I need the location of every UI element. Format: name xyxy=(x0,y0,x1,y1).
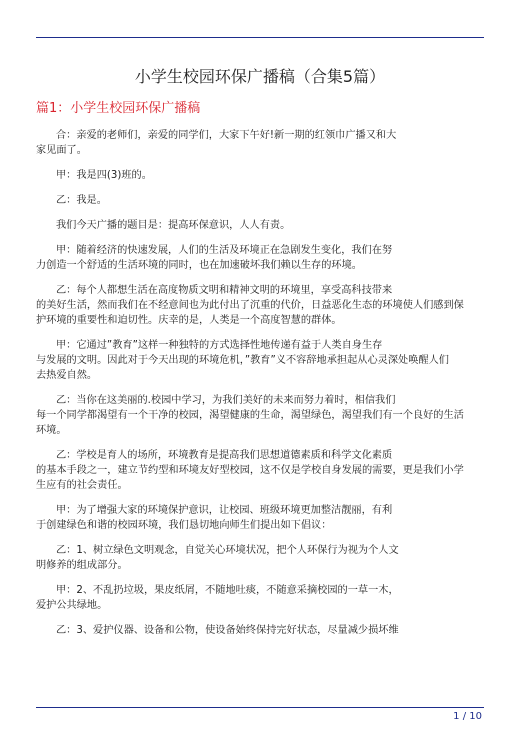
paragraph-line: 乙：1、树立绿色文明观念，自觉关心环境状况，把个人环保行为视为个人文 xyxy=(56,545,399,556)
paragraph-line: 甲：随着经济的快速发展，人们的生活及环境正在急剧发生变化，我们在努 xyxy=(56,245,393,256)
paragraph-line: 环境。 xyxy=(36,425,67,436)
paragraph xyxy=(36,623,488,638)
paragraph-line: 甲：它通过”教育”这样一种独特的方式选择性地传递有益于人类自身生存 xyxy=(56,340,383,351)
paragraph xyxy=(36,128,488,158)
paragraph xyxy=(36,393,488,438)
section-heading: 篇1：小学生校园环保广播稿 xyxy=(36,101,201,116)
paragraph xyxy=(36,243,488,273)
paragraph xyxy=(36,543,488,573)
document-title: 小学生校园环保广播稿（合集5篇） xyxy=(134,67,386,86)
paragraph xyxy=(36,168,488,183)
paragraph-line: 乙：3、爱护仪器、设备和公物，使设备始终保持完好状态，尽量减少损坏维 xyxy=(56,625,399,636)
paragraph-line: 力创造一个舒适的生活环境的同时，也在加速破坏我们赖以生存的环境。 xyxy=(36,260,362,271)
paragraph-line: 爱护公共绿地。 xyxy=(36,600,108,611)
paragraph-line: 乙：每个人都想生活在高度物质文明和精神文明的环境里，享受高科技带来 xyxy=(56,285,393,296)
paragraph-line: 明修养的组成部分。 xyxy=(36,560,128,571)
paragraph xyxy=(36,193,488,208)
paragraph-line: 甲：我是四(3)班的。 xyxy=(56,170,152,181)
paragraph xyxy=(36,338,488,383)
paragraph-line: 与发展的文明。因此对于今天出现的环境危机，”教育”义不容辞地承担起从心灵深处唤醒人们 xyxy=(36,355,449,366)
paragraph-line: 我们今天广播的题目是：提高环保意识，人人有责。 xyxy=(56,220,291,231)
paragraph-line: 的基本手段之一，建立节约型和环境友好型校园，这不仅是学校自身发展的需要，更是我们小学 xyxy=(36,465,464,476)
paragraph-line: 家见面了。 xyxy=(36,145,87,156)
paragraph-line: 甲：为了增强大家的环境保护意识，让校园、班级环境更加整洁靓丽，有利 xyxy=(56,505,393,516)
document-body xyxy=(36,128,488,648)
paragraph-line: 生应有的社会责任。 xyxy=(36,480,128,491)
header-rule xyxy=(36,37,484,38)
paragraph-line: 甲：2、不乱扔垃圾，果皮纸屑，不随地吐痰，不随意采摘校园的一草一木， xyxy=(56,585,399,596)
paragraph-line: 于创建绿色和谐的校园环境，我们恳切地向师生们提出如下倡议： xyxy=(36,520,332,531)
paragraph-line: 去热爱自然。 xyxy=(36,370,98,381)
paragraph xyxy=(36,218,488,233)
paragraph xyxy=(36,583,488,613)
page-number: 1 / 10 xyxy=(453,711,482,722)
paragraph-line: 乙：学校是育人的场所，环境教育是提高我们思想道德素质和科学文化素质 xyxy=(56,450,393,461)
paragraph-line: 合：亲爱的老师们，亲爱的同学们，大家下午好!新一期的红领巾广播又和大 xyxy=(56,130,397,141)
footer-rule xyxy=(36,707,484,708)
paragraph xyxy=(36,448,488,493)
paragraph xyxy=(36,283,488,328)
paragraph xyxy=(36,503,488,533)
paragraph-line: 护环境的重要性和迫切性。庆幸的是，人类是一个高度智慧的群体。 xyxy=(36,315,342,326)
paragraph-line: 乙：当你在这美丽的.校园中学习，为我们美好的未来而努力着时，相信我们 xyxy=(56,395,396,406)
paragraph-line: 乙：我是。 xyxy=(56,195,107,206)
paragraph-line: 的美好生活，然而我们在不经意间也为此付出了沉重的代价，日益恶化生态的环境使人们感到保 xyxy=(36,300,464,311)
paragraph-line: 每一个同学都渴望有一个干净的校园，渴望健康的生命，渴望绿色，渴望我们有一个良好的生活 xyxy=(36,410,464,421)
